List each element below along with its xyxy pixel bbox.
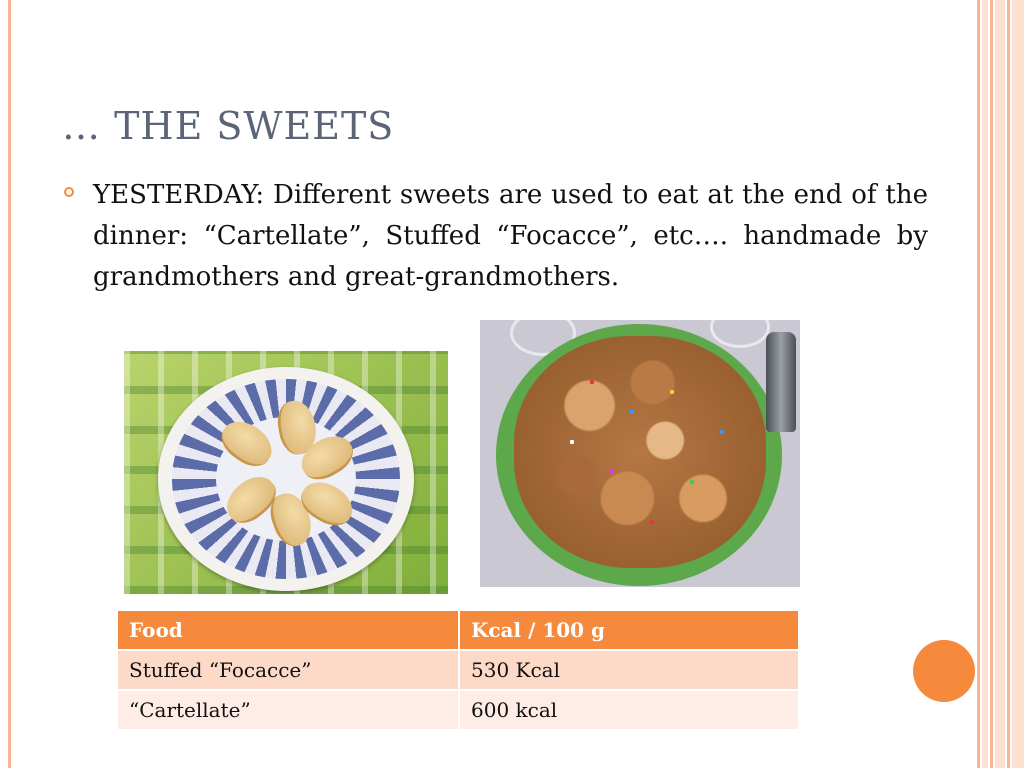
cell-kcal: 600 kcal (459, 690, 799, 730)
plate (158, 367, 414, 591)
cell-kcal: 530 Kcal (459, 650, 799, 690)
table-header-row (117, 610, 799, 650)
lantern (766, 332, 796, 432)
glass (710, 320, 770, 348)
decorative-stripe (1007, 0, 1010, 768)
decorative-stripe (990, 0, 993, 768)
cartellate-photo (480, 320, 800, 587)
sprinkle (630, 410, 634, 414)
slide-title: … THE SWEETS (62, 104, 395, 148)
header-kcal: Kcal / 100 g (459, 610, 799, 650)
decorative-stripe (995, 0, 1005, 768)
sprinkle (720, 430, 724, 434)
header-food: Food (117, 610, 459, 650)
sprinkle (690, 480, 694, 484)
table-row (117, 690, 799, 730)
cell-food: “Cartellate” (117, 690, 459, 730)
sprinkle (650, 520, 654, 524)
sprinkle (610, 470, 614, 474)
calorie-table (116, 609, 800, 731)
decorative-stripe (1012, 0, 1024, 768)
focacce-photo (124, 351, 448, 594)
cartellate-pile (514, 336, 766, 568)
decorative-stripe (982, 0, 988, 768)
sprinkle (590, 380, 594, 384)
table-row (117, 650, 799, 690)
sprinkle (670, 390, 674, 394)
decorative-circle (913, 640, 975, 702)
cell-food: Stuffed “Focacce” (117, 650, 459, 690)
bullet-text: YESTERDAY: Different sweets are used to eat at the end of the dinner: “Cartellate”, Stuffed “Focacce”, etc…. handmade by grandmothers and great-grandmothers. (93, 180, 928, 292)
bullet-icon (64, 187, 74, 197)
sprinkle (570, 440, 574, 444)
